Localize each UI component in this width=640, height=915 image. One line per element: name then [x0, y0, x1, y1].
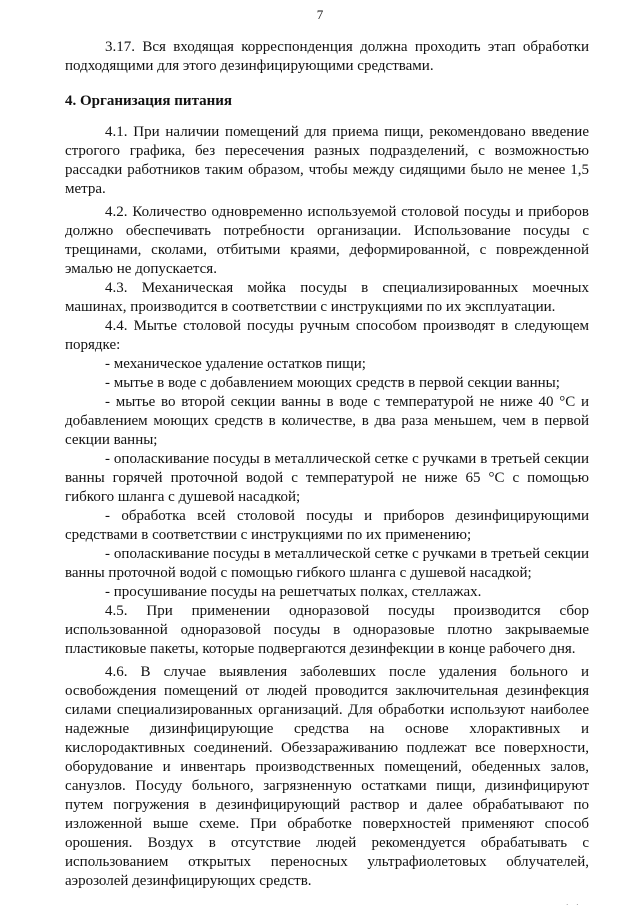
- list-item: - мытье во второй секции ванны в воде с температурой не ниже 40 °С и добавлением моющих средств в количестве, в два раза меньшем, чем в первой секции ванны;: [65, 394, 589, 448]
- list-item: - просушивание посуды на решетчатых полках, стеллажах.: [105, 584, 482, 600]
- paragraph-3-17: 3.17. Вся входящая корреспонденция должна проходить этап обработки подходящими для этого дезинфицирующими средствами.: [65, 39, 589, 74]
- list-item: - мытье в воде с добавлением моющих средств в первой секции ванны;: [105, 375, 560, 391]
- paragraph-4-4: 4.4. Мытье столовой посуды ручным способом производят в следующем порядке:: [65, 318, 589, 353]
- paragraph-4-2: 4.2. Количество одновременно используемой столовой посуды и приборов должно обеспечивать потребности организации. Использование посуды с трещинами, сколами, отбитыми краями, деформированной, с поврежденной эмалью не допускается.: [65, 204, 589, 277]
- scan-mark: · ·: [566, 901, 582, 909]
- section-title: 4. Организация питания: [65, 93, 233, 109]
- list-item: - механическое удаление остатков пищи;: [105, 356, 366, 372]
- list-item: - ополаскивание посуды в металлической сетке с ручками в третьей секции ванны проточной водой с помощью гибкого шланга с душевой насадкой;: [65, 546, 589, 581]
- page-content: [65, 38, 589, 891]
- page-number: 7: [316, 7, 324, 22]
- paragraph-4-1: 4.1. При наличии помещений для приема пищи, рекомендовано введение строгого графика, без пересечения разных подразделений, с возможностью рассадки работников таким образом, чтобы между сидящими было не менее 1,5 метра.: [65, 124, 589, 197]
- list-item: - обработка всей столовой посуды и приборов дезинфицирующими средствами в соответствии с инструкциями по их применению;: [65, 508, 589, 543]
- paragraph-4-5: 4.5. При применении одноразовой посуды производится сбор использованной одноразовой посуды в одноразовые плотно закрываемые пластиковые пакеты, которые подвергаются дезинфекции в конце рабочего дня.: [65, 603, 589, 657]
- list-item: - ополаскивание посуды в металлической сетке с ручками в третьей секции ванны горячей проточной водой с температурой не ниже 65 °С с помощью гибкого шланга с душевой насадкой;: [65, 451, 589, 505]
- paragraph-4-3: 4.3. Механическая мойка посуды в специализированных моечных машинах, производится в соответствии с инструкциями по их эксплуатации.: [65, 280, 589, 315]
- paragraph-4-6: 4.6. В случае выявления заболевших после удаления больного и освобождения помещений от людей проводится заключительная дезинфекция силами специализированных организаций. Для обработки используют наиболее надежные дизинфицирующие средства на основе хлорактивных и кислородактивных соединений. Обеззараживанию подлежат все поверхности, оборудование и инвентарь производственных помещений, обеденных залов, санузлов. Посуду больного, загрязненную остатками пищи, дизинфицируют путем погружения в дезинфицирующий раствор и далее обрабатывают по изложенной выше схеме. При обработке поверхностей применяют способ орошения. Воздух в отсутствие людей рекомендуется обрабатывать с использованием открытых переносных ультрафиолетовых облучателей, аэрозолей дезинфицирующих средств.: [65, 664, 589, 889]
